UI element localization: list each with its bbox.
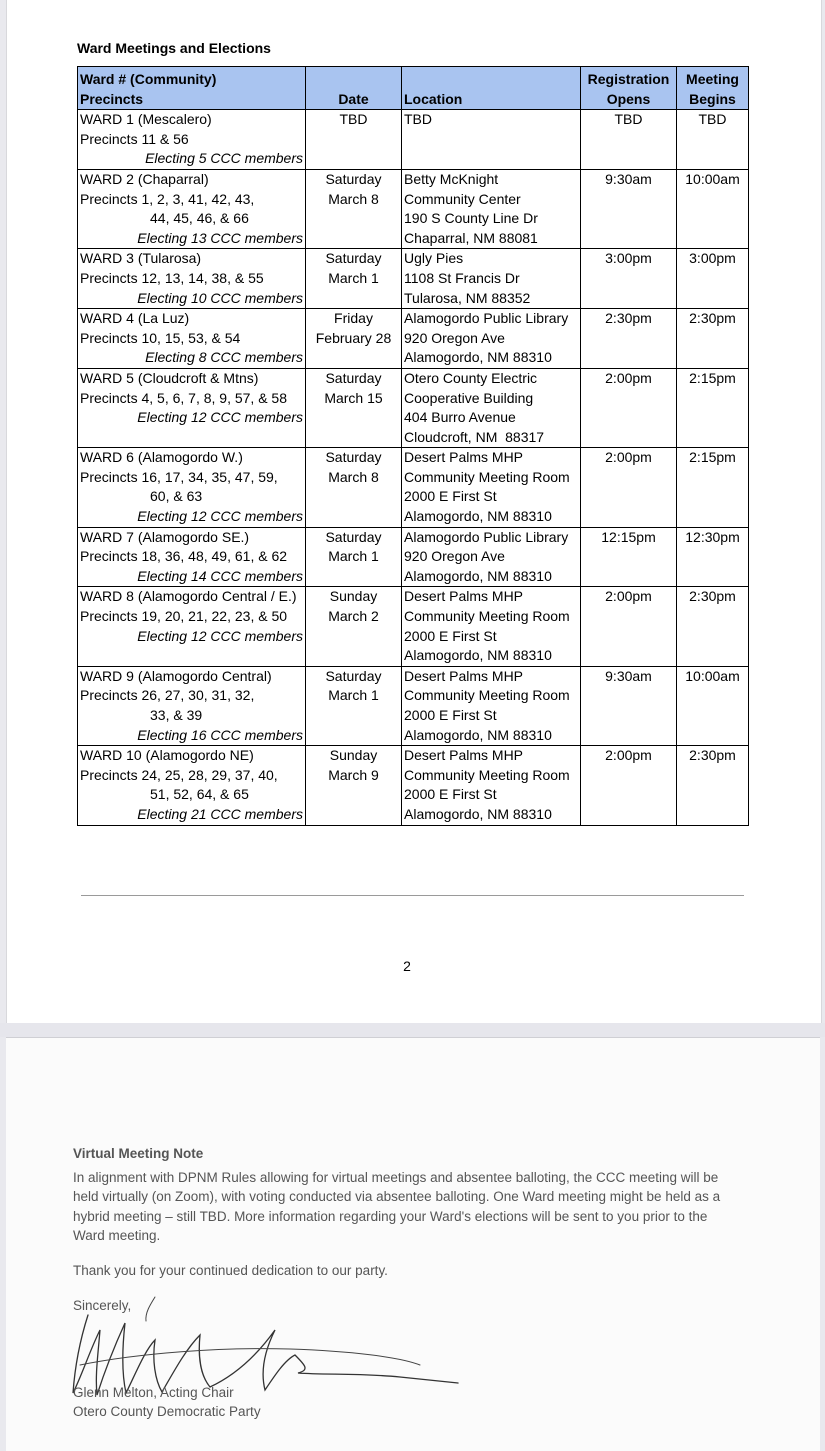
ward-name: WARD 8 (Alamogordo Central / E.) (80, 588, 297, 605)
location-line: Community Meeting Room (404, 766, 570, 783)
location-line: Desert Palms MHP (404, 667, 524, 684)
precincts-line: Precincts 12, 13, 14, 38, & 55 (80, 269, 264, 286)
meeting-cell: 2:15pm (677, 448, 749, 527)
ward-name: WARD 6 (Alamogordo W.) (80, 449, 243, 466)
table-title: Ward Meetings and Elections (77, 40, 271, 56)
ward-name: WARD 4 (La Luz) (80, 310, 190, 327)
location-line: Cloudcroft, NM 88317 (404, 428, 545, 445)
date-line: March 8 (328, 468, 379, 485)
location-line: Alamogordo Public Library (404, 528, 569, 545)
ward-name: WARD 3 (Tularosa) (80, 250, 202, 267)
table-row (78, 527, 749, 587)
ward-cell (78, 666, 306, 745)
precincts-line: Precincts 16, 17, 34, 35, 47, 59, (80, 468, 278, 485)
location-line: 1108 St Francis Dr (404, 269, 520, 286)
closing-line: Sincerely, (73, 1298, 132, 1313)
date-line: Saturday (325, 528, 382, 545)
electing-count: Electing 12 CCC members (137, 627, 303, 644)
meeting-cell: 10:00am (677, 666, 749, 745)
location-line: Alamogordo, NM 88310 (404, 349, 552, 366)
date-cell (306, 527, 402, 587)
date-cell (306, 587, 402, 666)
meeting-cell: 2:30pm (677, 587, 749, 666)
ward-meetings-table (77, 66, 749, 826)
electing-count: Electing 12 CCC members (137, 409, 303, 426)
location-line: 404 Burro Avenue (404, 409, 516, 426)
electing-count: Electing 12 CCC members (137, 508, 303, 525)
location-line: TBD (404, 111, 432, 128)
date-line: Saturday (325, 250, 382, 267)
date-cell (306, 448, 402, 527)
location-line: Alamogordo, NM 88310 (404, 508, 552, 525)
registration-cell: 2:00pm (581, 368, 677, 447)
location-line: Alamogordo, NM 88310 (404, 726, 552, 743)
meeting-cell: 12:30pm (677, 527, 749, 587)
location-cell (402, 448, 581, 527)
ward-name: WARD 9 (Alamogordo Central) (80, 667, 272, 684)
electing-count: Electing 5 CCC members (145, 150, 303, 167)
date-line: March 15 (324, 389, 383, 406)
location-line: Alamogordo, NM 88310 (404, 647, 552, 664)
table-row (78, 249, 749, 309)
table-header-row (78, 67, 749, 110)
ward-cell (78, 249, 306, 309)
date-cell (306, 746, 402, 825)
electing-count: Electing 13 CCC members (137, 229, 303, 246)
registration-cell: 12:15pm (581, 527, 677, 587)
location-line: Desert Palms MHP (404, 588, 524, 605)
registration-cell: 2:00pm (581, 448, 677, 527)
location-line: 2000 E First St (404, 627, 497, 644)
table-row (78, 666, 749, 745)
note-title: Virtual Meeting Note (73, 1146, 204, 1161)
header-registration: Registration Opens (581, 67, 677, 110)
ward-cell (78, 169, 306, 248)
registration-cell: TBD (581, 110, 677, 170)
table-row (78, 169, 749, 248)
location-line: Ugly Pies (404, 250, 464, 267)
date-cell (306, 309, 402, 369)
electing-count: Electing 10 CCC members (137, 289, 303, 306)
precincts-line: 44, 45, 46, & 66 (150, 210, 249, 227)
registration-cell: 9:30am (581, 169, 677, 248)
registration-cell: 2:30pm (581, 309, 677, 369)
precincts-line: 51, 52, 64, & 65 (150, 786, 249, 803)
date-line: Sunday (329, 588, 378, 605)
ward-cell (78, 587, 306, 666)
location-cell (402, 249, 581, 309)
date-cell (306, 169, 402, 248)
location-line: 2000 E First St (404, 707, 497, 723)
electing-count: Electing 21 CCC members (137, 805, 303, 822)
location-line: 2000 E First St (404, 786, 497, 803)
date-cell (306, 110, 402, 170)
location-cell (402, 587, 581, 666)
meeting-cell: 2:30pm (677, 746, 749, 825)
ward-cell (78, 110, 306, 170)
registration-cell: 3:00pm (581, 249, 677, 309)
header-ward: Ward # (Community) Precincts (78, 67, 306, 110)
electing-count: Electing 14 CCC members (137, 567, 303, 584)
page-number: 2 (403, 958, 411, 974)
date-line: Saturday (325, 449, 382, 466)
date-line: Saturday (325, 170, 382, 187)
location-line: Cooperative Building (404, 389, 534, 406)
thanks-line: Thank you for your continued dedication to our party. (73, 1263, 388, 1278)
ward-name: WARD 7 (Alamogordo SE.) (80, 528, 250, 545)
table-row (78, 587, 749, 666)
header-location: Location (402, 67, 581, 110)
date-line: March 9 (328, 766, 379, 783)
table-row (78, 746, 749, 825)
location-line: 920 Oregon Ave (404, 548, 505, 565)
location-cell (402, 309, 581, 369)
location-line: Community Center (404, 190, 521, 207)
date-line: March 1 (328, 269, 379, 286)
location-line: Chaparral, NM 88081 (404, 229, 538, 246)
signer-organization: Otero County Democratic Party (73, 1404, 261, 1419)
date-line: Sunday (329, 747, 378, 764)
location-line: Alamogordo, NM 88310 (404, 567, 552, 584)
date-line: February 28 (315, 329, 392, 346)
registration-cell: 2:00pm (581, 587, 677, 666)
ward-cell (78, 368, 306, 447)
ward-name: WARD 10 (Alamogordo NE) (80, 747, 254, 764)
location-cell (402, 666, 581, 745)
date-line: March 1 (328, 548, 379, 565)
location-line: Desert Palms MHP (404, 747, 524, 764)
ward-rows (78, 110, 749, 825)
precincts-line: Precincts 19, 20, 21, 22, 23, & 50 (80, 608, 288, 625)
registration-cell: 9:30am (581, 666, 677, 745)
date-line: March 2 (328, 608, 379, 625)
meeting-cell: 3:00pm (677, 249, 749, 309)
precincts-line: 33, & 39 (150, 707, 203, 723)
table-row (78, 309, 749, 369)
location-cell (402, 746, 581, 825)
date-line: Friday (334, 310, 373, 327)
location-line: Community Meeting Room (404, 468, 570, 485)
location-line: 2000 E First St (404, 488, 497, 505)
ward-cell (78, 309, 306, 369)
precincts-line: Precincts 11 & 56 (80, 130, 189, 147)
precincts-line: Precincts 24, 25, 28, 29, 37, 40, (80, 766, 278, 783)
date-cell (306, 666, 402, 745)
date-line: March 8 (328, 190, 379, 207)
date-line: March 1 (328, 687, 379, 704)
meeting-cell: 2:30pm (677, 309, 749, 369)
table-row (78, 110, 749, 170)
ward-name: WARD 2 (Chaparral) (80, 170, 209, 187)
precincts-line: Precincts 10, 15, 53, & 54 (80, 329, 241, 346)
table-row (78, 368, 749, 447)
date-cell (306, 368, 402, 447)
footer-rule (81, 895, 744, 896)
location-cell (402, 368, 581, 447)
ward-name: WARD 1 (Mescalero) (80, 111, 212, 128)
date-line: TBD (339, 111, 368, 128)
location-line: Otero County Electric (404, 369, 538, 386)
signer-name: Glenn Melton, Acting Chair (73, 1385, 234, 1400)
page-gap (0, 1023, 825, 1037)
meeting-cell: 2:15pm (677, 368, 749, 447)
header-meeting: Meeting Begins (677, 67, 749, 110)
location-line: Community Meeting Room (404, 687, 570, 704)
date-line: Saturday (325, 667, 382, 684)
location-cell (402, 527, 581, 587)
electing-count: Electing 8 CCC members (145, 349, 303, 366)
location-line: Desert Palms MHP (404, 449, 524, 466)
ward-cell (78, 448, 306, 527)
precincts-line: 60, & 63 (150, 488, 203, 505)
location-line: Betty McKnight (404, 170, 499, 187)
location-line: 190 S County Line Dr (404, 210, 538, 227)
precincts-line: Precincts 18, 36, 48, 49, 61, & 62 (80, 548, 288, 565)
location-line: 920 Oregon Ave (404, 329, 505, 346)
date-line: Saturday (325, 369, 382, 386)
electing-count: Electing 16 CCC members (137, 726, 303, 743)
note-body: In alignment with DPNM Rules allowing for virtual meetings and absentee balloting, the CCC meeting will be held virtually (on Zoom), with voting conducted via absentee balloting. One Ward meeting might be held as a hybrid meeting – still TBD. More information regarding your Ward's elections will be sent to you prior to the Ward meeting. (73, 1170, 721, 1243)
precincts-line: Precincts 1, 2, 3, 41, 42, 43, (80, 190, 255, 207)
location-line: Tularosa, NM 88352 (404, 289, 531, 306)
meeting-cell: 10:00am (677, 169, 749, 248)
location-cell (402, 110, 581, 170)
location-line: Alamogordo Public Library (404, 310, 569, 327)
ward-cell (78, 746, 306, 825)
header-date: Date (306, 67, 402, 110)
location-cell (402, 169, 581, 248)
ward-name: WARD 5 (Cloudcroft & Mtns) (80, 369, 259, 386)
location-line: Community Meeting Room (404, 608, 570, 625)
ward-cell (78, 527, 306, 587)
location-line: Alamogordo, NM 88310 (404, 805, 552, 822)
registration-cell: 2:00pm (581, 746, 677, 825)
table-row (78, 448, 749, 527)
precincts-line: Precincts 26, 27, 30, 31, 32, (80, 687, 255, 704)
precincts-line: Precincts 4, 5, 6, 7, 8, 9, 57, & 58 (80, 389, 288, 406)
date-cell (306, 249, 402, 309)
meeting-cell: TBD (677, 110, 749, 170)
